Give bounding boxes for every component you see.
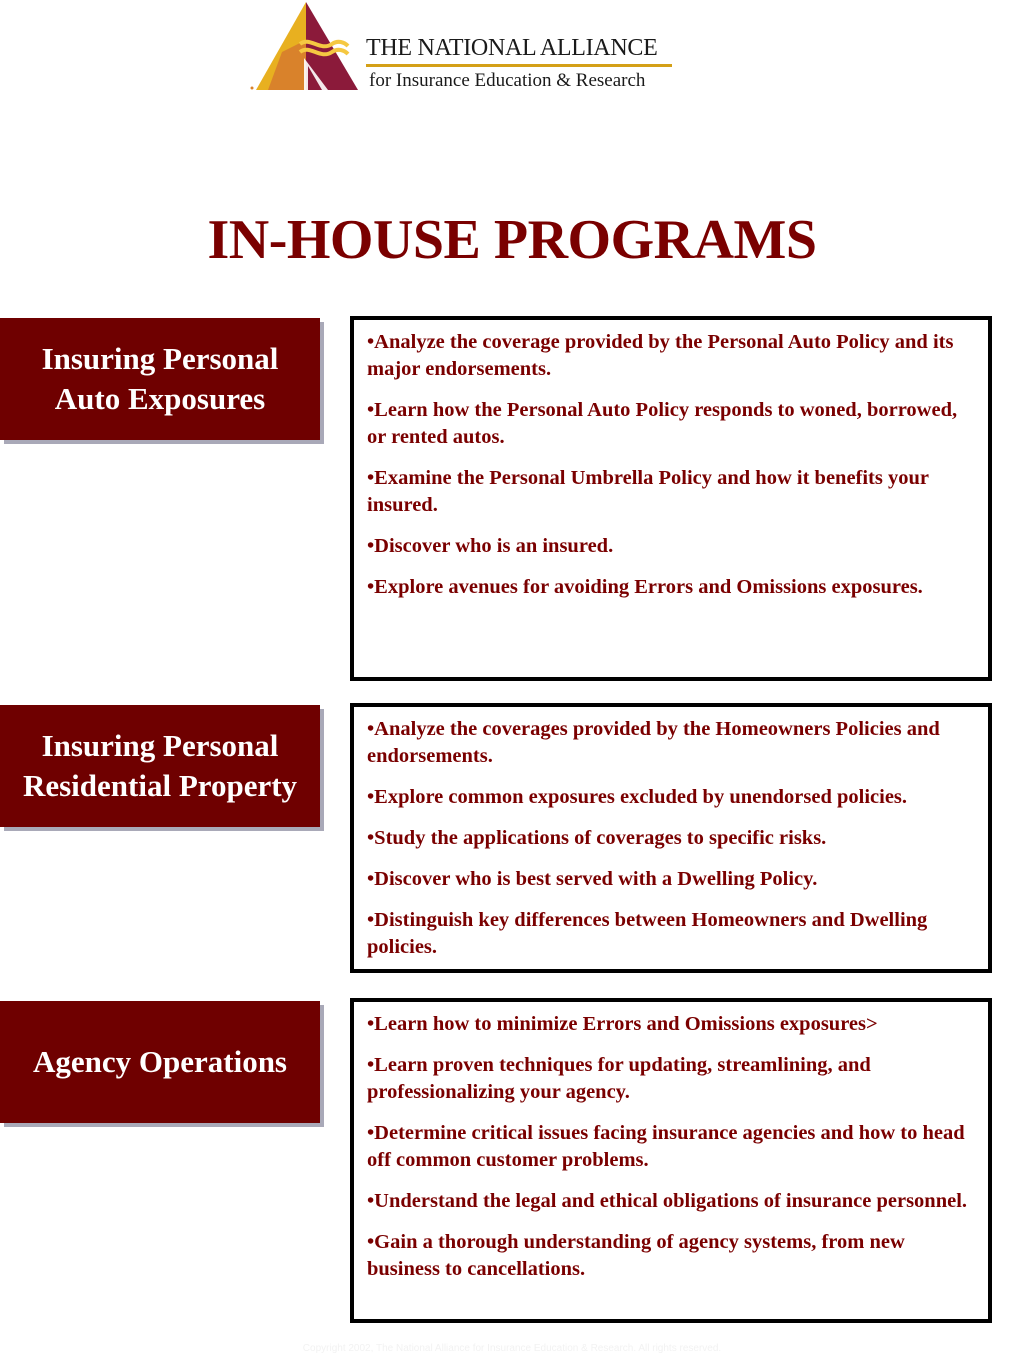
bullet-list	[367, 1011, 976, 1283]
list-item: •Analyze the coverage provided by the Personal Auto Policy and its major endorsements.	[367, 331, 954, 380]
triangle-logo-icon	[248, 0, 360, 96]
bullet-list	[367, 329, 976, 601]
list-item: •Learn how the Personal Auto Policy responds to woned, borrowed, or rented autos.	[367, 399, 958, 448]
list-item: •Discover who is an insured.	[367, 535, 614, 557]
list-item: •Explore avenues for avoiding Errors and Omissions exposures.	[367, 576, 923, 598]
list-item: •Determine critical issues facing insurance agencies and how to head off common customer problems.	[367, 1122, 965, 1171]
list-item: •Analyze the coverages provided by the Homeowners Policies and endorsements.	[367, 718, 940, 767]
bullet-list	[367, 716, 976, 961]
logo-divider	[366, 64, 672, 67]
list-item: •Learn proven techniques for updating, streamlining, and professionalizing your agency.	[367, 1054, 871, 1103]
page-title: IN-HOUSE PROGRAMS	[207, 209, 817, 271]
organization-logo	[248, 0, 688, 96]
list-item: •Study the applications of coverages to specific risks.	[367, 827, 827, 849]
list-item: •Explore common exposures excluded by unendorsed policies.	[367, 786, 908, 808]
list-item: •Learn how to minimize Errors and Omissions exposures>	[367, 1013, 878, 1035]
organization-subtitle: for Insurance Education & Research	[369, 70, 646, 91]
section-label-residential-property: Insuring Personal Residential Property	[0, 705, 320, 827]
list-item: •Understand the legal and ethical obligations of insurance personnel.	[367, 1190, 968, 1212]
organization-name: THE NATIONAL ALLIANCE	[366, 35, 658, 61]
list-item: •Examine the Personal Umbrella Policy and how it benefits your insured.	[367, 467, 929, 516]
section-box-residential-property	[350, 703, 992, 973]
section-box-agency-operations	[350, 998, 992, 1323]
list-item: •Gain a thorough understanding of agency systems, from new business to cancellations.	[367, 1231, 905, 1280]
section-label-agency-operations: Agency Operations	[0, 1001, 320, 1123]
list-item: •Distinguish key differences between Homeowners and Dwelling policies.	[367, 909, 928, 958]
section-box-personal-auto	[350, 316, 992, 681]
copyright-notice: Copyright 2002, The National Alliance for Insurance Education & Research. All rights reserved.	[302, 1343, 722, 1354]
list-item: •Discover who is best served with a Dwelling Policy.	[367, 868, 818, 890]
section-label-personal-auto: Insuring Personal Auto Exposures	[0, 318, 320, 440]
